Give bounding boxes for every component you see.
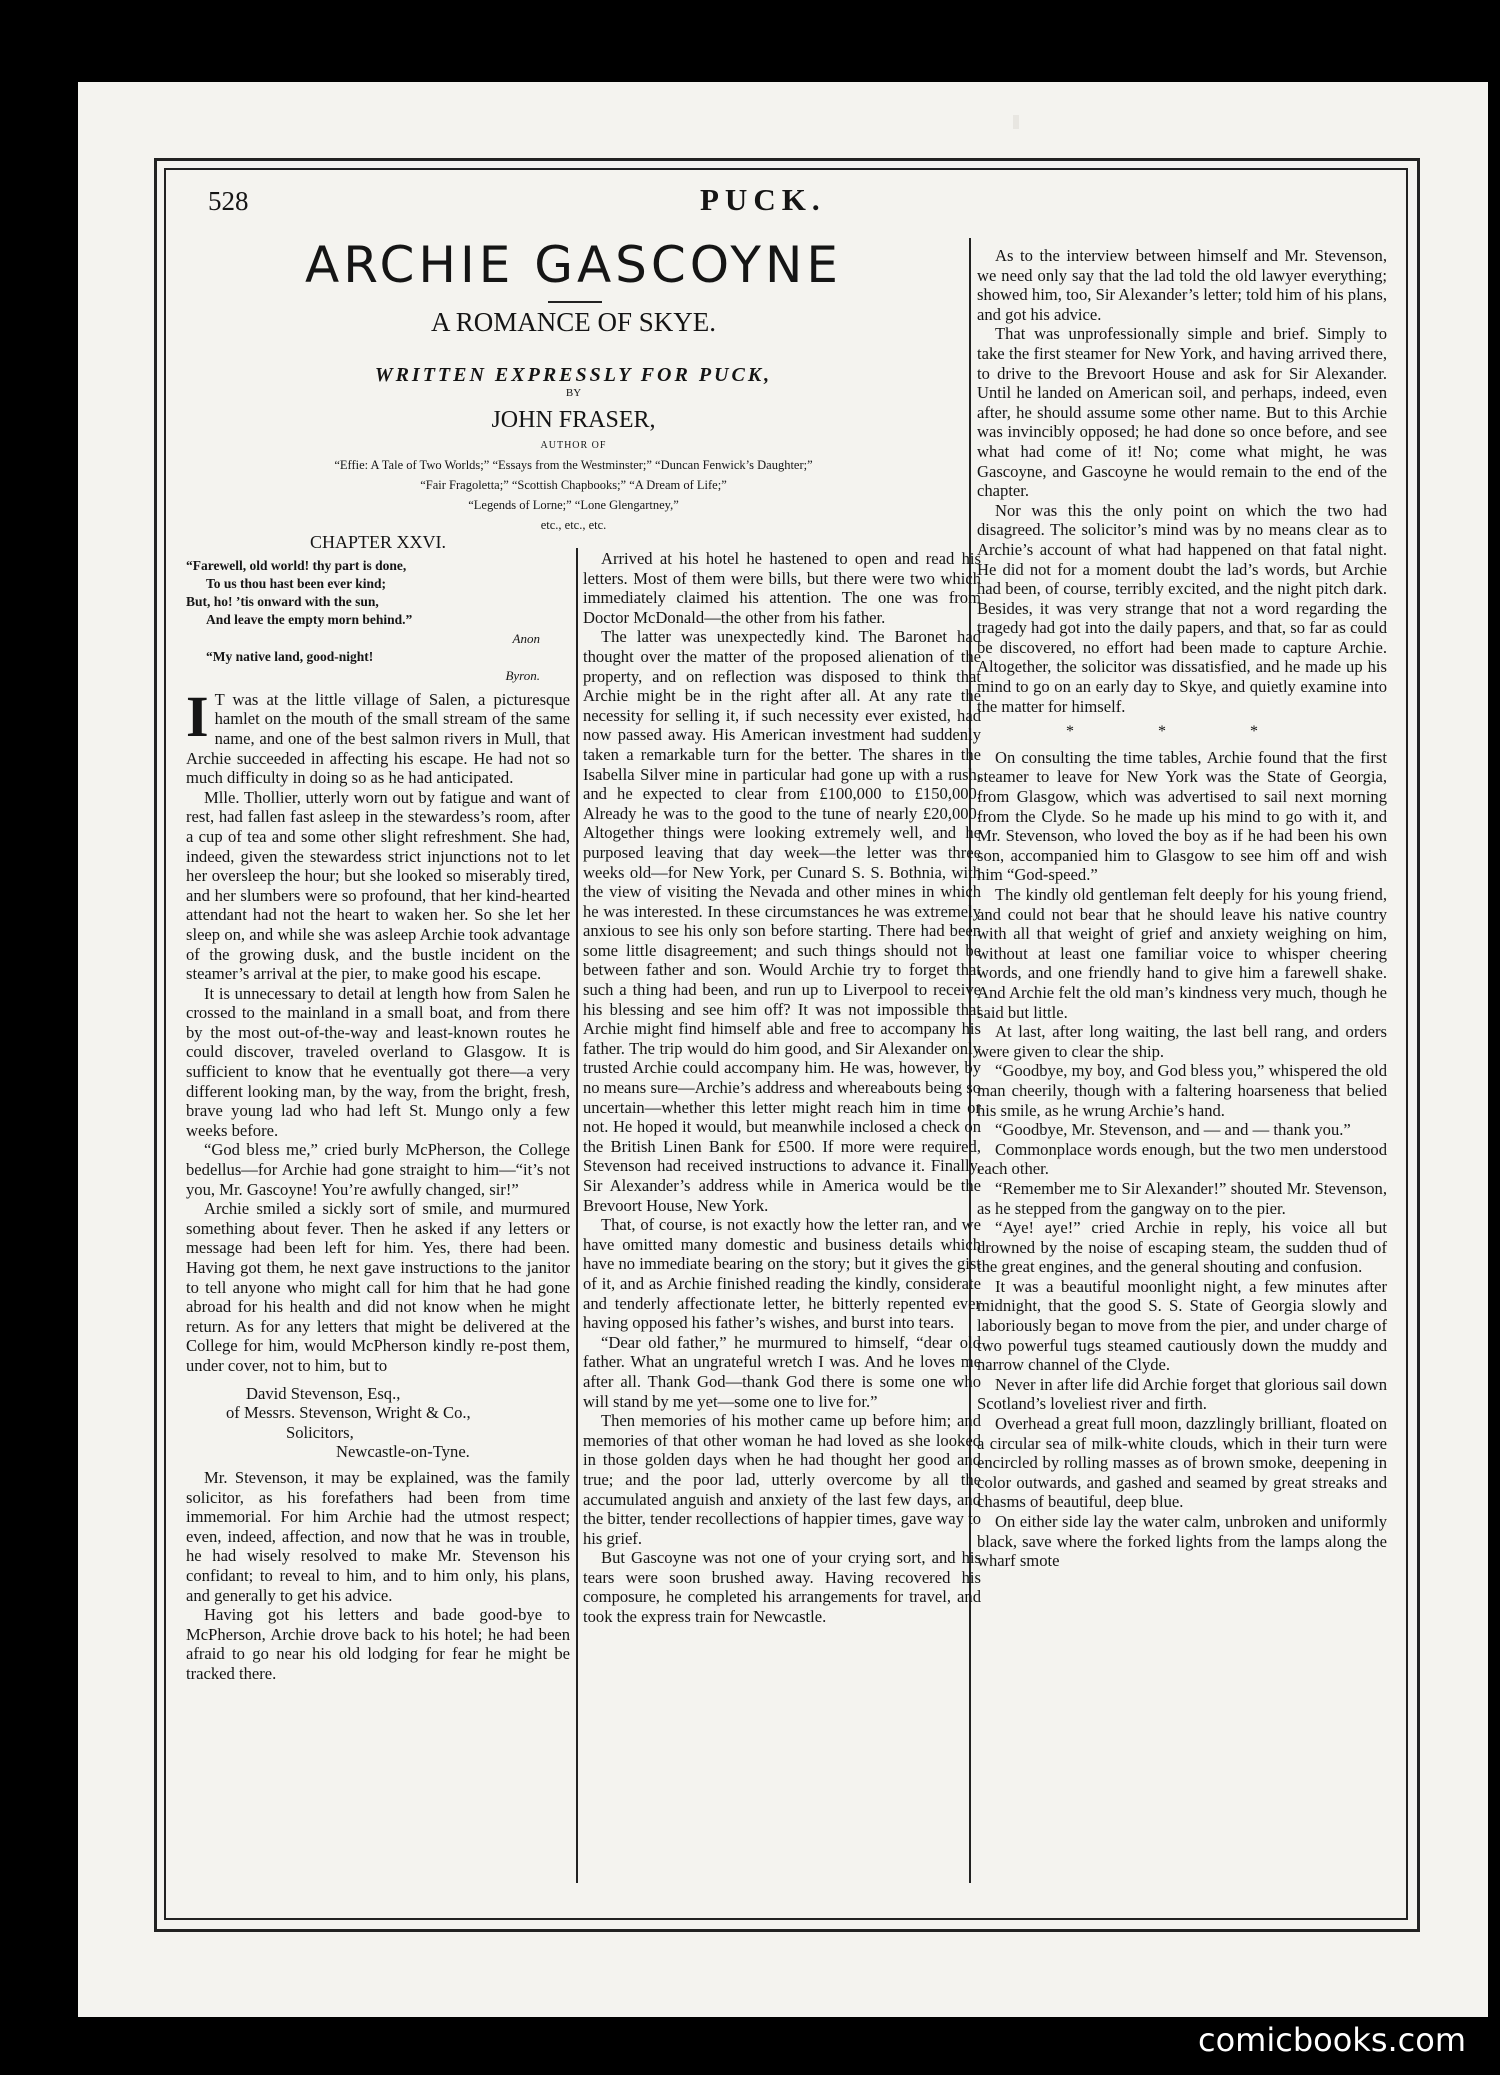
paragraph: That was unprofessionally simple and brief. Simply to take the first steamer for New York, and having arrived there, to drive to the Brevoort House and ask for Sir Alexander. Until he landed on American soil, and perhaps, indeed, even after, he should assume some other name. But to this Archie was invincibly opposed; he had done so once before, and see what had come of it! No; come what might, he was Gascoyne, and Gascoyne he would remain to the end of the chapter.: [977, 324, 1387, 501]
section-break: * * *: [1066, 723, 1298, 741]
epigraph-credit: Anon: [512, 630, 540, 646]
paragraph: “Goodbye, Mr. Stevenson, and — and — thank you.”: [995, 1120, 1351, 1140]
column-2: [583, 549, 981, 1627]
works-line: “Effie: A Tale of Two Worlds;” “Essays from the Westminster;” “Duncan Fenwick’s Daughter;”: [334, 458, 813, 472]
works-line: “Fair Fragoletta;” “Scottish Chapbooks;” “A Dream of Life;”: [420, 478, 727, 492]
paragraph: The latter was unexpectedly kind. The Baronet had thought over the matter of the proposed alienation of the property, and on reflection was disposed to think that Archie might be in the right after all. At any rate the necessity for selling it, if such necessity ever existed, had now passed away. His American investment had suddenly taken a remarkable turn for the better. The shares in the Isabella Silver mine in particular had gone up with a rush, and he expected to clear from £100,000 to £150,000. Already he was to the good to the tune of nearly £20,000. Altogether things were looking extremely well, and he purposed leaving that day week—the letter was three weeks old—for New York, per Cunard S. S. Bothnia, with the view of visiting the Nevada and other mines in which he was interested. In these circumstances he was extremely anxious to see his only son before starting. There had been some little disagreement; and such things should not be between father and son. Would Archie try to forget that such a thing had been, and run up to Liverpool to receive his blessing and see him off? It was not impossible that Archie might find himself able and free to accompany his father. The trip would do him good, and Sir Alexander only trusted Archie could accompany him. He was, however, by no means sure—Archie’s address and whereabouts being so uncertain—whether this letter might reach him in time or not. He hoped it would, but meanwhile inclosed a check on the British Linen Bank for £500. If more were required, Stevenson had received instructions to advance it. Finally, Sir Alexander’s address while in America would be the Brevoort House, New York.: [583, 627, 981, 1215]
paragraph: Never in after life did Archie forget that glorious sail down Scotland’s loveliest river and firth.: [977, 1374, 1387, 1414]
epigraph-line: To us thou hast been ever kind;: [206, 575, 387, 591]
masthead: PUCK.: [700, 182, 826, 217]
paragraph: It is unnecessary to detail at length how from Salen he crossed to the mainland in a small boat, and from there by the most out-of-the-way and least-known routes he could discover, traveled overland to Glasgow. It is sufficient to know that he eventually got there—a very different looking man, by the way, from the bright, fresh, brave young lad who had left St. Mungo only a few weeks before.: [186, 983, 570, 1140]
paragraph: It was a beautiful moonlight night, a few minutes after midnight, that the good S. S. State of Georgia slowly and laboriously began to move from the pier, and under charge of two powerful tugs steamed cautiously down the muddy and narrow channel of the Clyde.: [977, 1276, 1387, 1375]
works-line: “Legends of Lorne;” “Lone Glengartney,”: [468, 498, 679, 512]
story-subtitle: A ROMANCE OF SKYE.: [430, 307, 717, 337]
chapter-heading: CHAPTER XXVI.: [309, 532, 446, 552]
author-name: JOHN FRASER,: [491, 407, 656, 433]
paragraph: “Remember me to Sir Alexander!” shouted Mr. Stevenson, as he stepped from the gangway on to the pier.: [977, 1178, 1387, 1218]
paragraph: On consulting the time tables, Archie found that the first steamer to leave for New York was the State of Georgia, from Glasgow, which was advertised to sail next morning from the Clyde. So he made up his mind to go with it, and Mr. Stevenson, who loved the boy as if he had been his own son, accompanied him to Glasgow to see him off and wish him “God-speed.”: [977, 747, 1387, 885]
paragraph: “Goodbye, my boy, and God bless you,” whispered the old man cheerily, though with a faltering hoarseness that belied his smile, as he wrung Archie’s hand.: [977, 1061, 1387, 1120]
address-line: Solicitors,: [286, 1422, 354, 1442]
paragraph: Mr. Stevenson, it may be explained, was the family solicitor, as his forefathers had been from time immemorial. For him Archie had the utmost respect; even, indeed, affection, and now that he was in trouble, he had wisely resolved to make Mr. Stevenson his confidant; to reveal to him, and to him only, his plans, and generally to get his advice.: [186, 1467, 570, 1605]
paragraph: “God bless me,” cried burly McPherson, the College bedellus—for Archie had gone straight to him—“it’s not you, Mr. Gascoyne! You’re awfully changed, sir!”: [186, 1140, 570, 1199]
written-for: WRITTEN EXPRESSLY FOR PUCK,: [374, 364, 773, 386]
epigraph-line: But, ho! ’tis onward with the sun,: [186, 593, 379, 609]
address-line: of Messrs. Stevenson, Wright & Co.,: [226, 1403, 471, 1423]
second-epigraph: “My native land, good-night!: [206, 649, 374, 665]
title-rule: [548, 301, 602, 303]
paragraph: Then memories of his mother came up before him; and memories of that other woman he had loved as she looked in those golden days when he had thought her good and true; and the poor lad, utterly overcome by all the accumulated anguish and anxiety of the last few days, and the bitter, tender recollections of happier times, gave way to his grief.: [583, 1411, 981, 1548]
paragraph: At last, after long waiting, the last bell rang, and orders were given to clear the ship.: [977, 1022, 1387, 1061]
epigraph-line: “Farewell, old world! thy part is done,: [186, 557, 407, 573]
works-line: etc., etc., etc.: [540, 518, 607, 532]
paragraph: “Aye! aye!” cried Archie in reply, his voice all but drowned by the noise of escaping steam, the sudden thud of the great engines, and the general shouting and confusion.: [977, 1218, 1387, 1277]
column-1: [186, 533, 570, 1683]
paragraph: But Gascoyne was not one of your crying sort, and his tears were soon brushed away. Having recovered his composure, he completed his arrangements for travel, and took the express train for Newcastle.: [583, 1548, 981, 1627]
paragraph: Commonplace words enough, but the two men understood each other.: [977, 1139, 1387, 1179]
paragraph: Overhead a great full moon, dazzlingly brilliant, floated on a circular sea of milk-white clouds, which in their turn were encircled by rolling masses as of brown smoke, deepening in color outwards, and gashed and seamed by great streaks and chasms of beautiful, deep blue.: [977, 1414, 1387, 1512]
epigraph: [186, 557, 570, 629]
story-title: ARCHIE GASCOYNE: [305, 236, 842, 294]
address-line: David Stevenson, Esq.,: [246, 1383, 401, 1403]
byline-by: BY: [565, 387, 582, 399]
drop-cap: I: [186, 683, 209, 749]
column-3: [977, 246, 1387, 1571]
paragraph: That, of course, is not exactly how the letter ran, and we have omitted many domestic and business details which have no immediate bearing on the story; but it gives the gist of it, and as Archie finished reading the kindly, considerate and tenderly affectionate letter, he bitterly repented ever having opposed his father’s wishes, and burst into tears.: [583, 1215, 981, 1333]
paragraph: Having got his letters and bade good-bye to McPherson, Archie drove back to his hotel; he had been afraid to go near his old lodging for fear he might be tracked there.: [186, 1605, 570, 1683]
second-epigraph-credit: Byron.: [505, 668, 540, 684]
site-watermark: comicbooks.com: [1197, 2021, 1466, 2059]
column-rule-left: [576, 548, 578, 1883]
paragraph: “Dear old father,” he murmured to himself, “dear old father. What an ungrateful wretch I was. And he loves me after all. Thank God—thank God there is some one who will stand by me yet—some one to live for.”: [583, 1332, 981, 1411]
epigraph-line: And leave the empty morn behind.”: [206, 611, 413, 627]
paragraph: Archie smiled a sickly sort of smile, and murmured something about fever. Then he asked if any letters or message had been left for him. Yes, there had been. Having got them, he next gave instructions to the janitor to tell anyone who might call for him that he had gone abroad for his health and did not know when he might return. As for any letters that might be delivered at the College for him, would McPherson kindly re-post them, under cover, not to him, but to: [186, 1199, 570, 1375]
author-of: AUTHOR OF: [540, 440, 607, 451]
paragraph: Mlle. Thollier, utterly worn out by fatigue and want of rest, had fallen fast asleep in the stewardess’s room, after a cup of tea and some other slight refreshment. She had, indeed, given the stewardess strict injunctions not to let her oversleep the hour; but she looked so miserably tired, and her slumbers were so profound, that her kind-hearted attendant had not the heart to waken her. So she let her sleep on, and while she was asleep Archie took advantage of the growing dusk, and the bustle incident on the steamer’s arrival at the pier, to make good his escape.: [186, 787, 570, 984]
paragraph: T was at the little village of Salen, a picturesque hamlet on the mouth of the small stream of the same name, and one of the best salmon rivers in Mull, that Archie succeeded in affecting his escape. He had not so much difficulty in doing so as he had anticipated.: [186, 689, 570, 788]
address-block: [226, 1383, 570, 1462]
paragraph: The kindly old gentleman felt deeply for his young friend, and could not bear that he should leave his native country with all that weight of grief and anxiety weighing on him, without at least one familiar voice to whisper cheering words, and one friendly hand to give him a farewell shake. And Archie felt the old man’s kindness very much, though he said but little.: [977, 885, 1387, 1022]
paragraph: Nor was this the only point on which the two had disagreed. The solicitor’s mind was by no means clear as to Archie’s account of what had happened on that fatal night. He did not for a moment doubt the lad’s words, but Archie had been, of course, terribly excited, and the night pitch dark. Besides, it was very strange that not a word regarding the tragedy had got into the daily papers, and that, so far as could be discovered, no effort had been made to capture Archie. Altogether, the solicitor was dissatisfied, and he made up his mind to go on an early day to Skye, and quietly examine into the matter for himself.: [977, 500, 1387, 716]
paragraph: As to the interview between himself and Mr. Stevenson, we need only say that the lad told the old lawyer everything; showed him, too, Sir Alexander’s letter; told him of his plans, and got his advice.: [977, 246, 1387, 324]
author-works: [186, 455, 961, 535]
page-number: 528: [208, 186, 249, 216]
address-line: Newcastle-on-Tyne.: [336, 1442, 470, 1462]
scan-mark: [1013, 115, 1019, 129]
paragraph: Arrived at his hotel he hastened to open and read his letters. Most of them were bills, but there were two which immediately claimed his attention. The one was from Doctor McDonald—the other from his father.: [583, 549, 981, 627]
paragraph: On either side lay the water calm, unbroken and uniformly black, save where the forked lights from the lamps along the wharf smote: [977, 1512, 1387, 1571]
